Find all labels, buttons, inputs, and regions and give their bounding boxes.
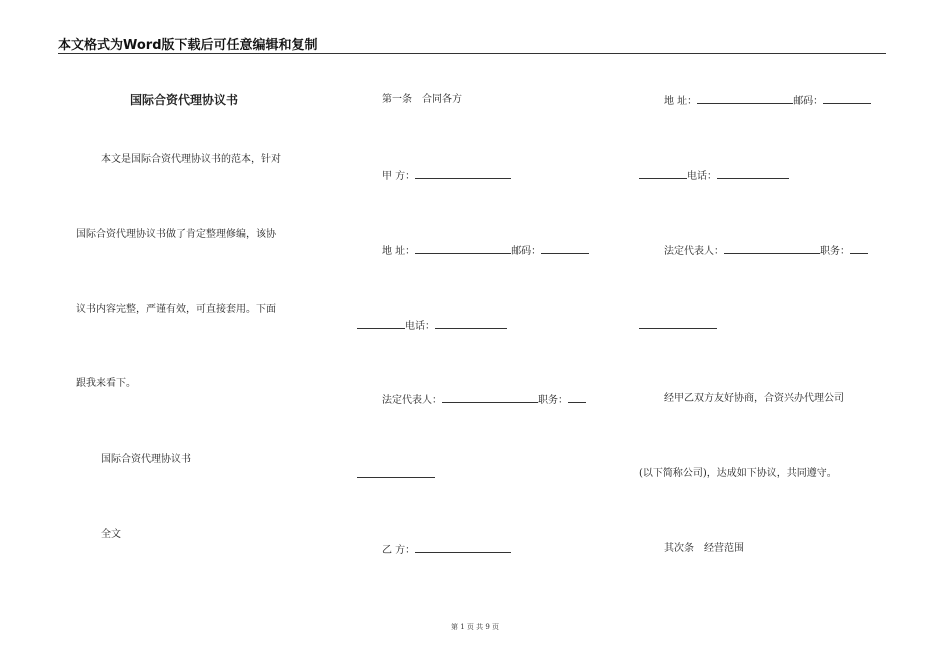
blank-line <box>639 318 717 334</box>
paragraph-line: 国际合资代理协议书 <box>101 454 191 465</box>
paragraph-line: 国际合资代理协议书做了肯定整理修编，该协 <box>76 229 276 240</box>
blank-field <box>639 168 687 179</box>
party-b-line <box>382 542 511 558</box>
paragraph-line: 议书内容完整，严谨有效，可直接套用。下面 <box>76 304 276 315</box>
address-label: 地 址： <box>382 246 416 257</box>
header-title: 本文格式为Word版下载后可任意编辑和复制 <box>58 38 318 53</box>
paragraph-line: 跟我来看下。 <box>76 378 136 389</box>
page-number: 第 1 页 共 9 页 <box>450 623 500 631</box>
blank-field <box>357 467 435 478</box>
postcode-label: 邮码： <box>511 246 542 257</box>
blank-field <box>435 318 507 329</box>
legal-rep-label: 法定代表人： <box>382 395 442 406</box>
page-header <box>58 36 886 54</box>
article-heading: 其次条 经营范围 <box>664 543 744 554</box>
blank-field <box>639 318 717 329</box>
address-line <box>382 243 589 259</box>
blank-field <box>850 243 868 254</box>
blank-field <box>415 542 511 553</box>
blank-field <box>717 168 789 179</box>
phone-line <box>639 168 789 184</box>
position-label: 职务： <box>538 395 568 406</box>
blank-field <box>823 93 871 104</box>
article-heading: 第一条 合同各方 <box>382 94 462 105</box>
paragraph-line: (以下简称公司)，达成如下协议，共同遵守。 <box>639 468 837 479</box>
paragraph-line: 全文 <box>101 529 121 540</box>
blank-field <box>415 243 511 254</box>
legal-rep-line <box>382 392 586 408</box>
address-label: 地 址： <box>664 96 698 107</box>
phone-label: 电话： <box>405 321 435 332</box>
blank-field <box>697 93 793 104</box>
blank-line <box>357 467 435 483</box>
blank-field <box>568 392 586 403</box>
legal-rep-line <box>664 243 868 259</box>
address-line <box>664 93 871 109</box>
legal-rep-label: 法定代表人： <box>664 246 724 257</box>
paragraph-line: 本文是国际合资代理协议书的范本，针对 <box>101 154 281 165</box>
blank-field <box>442 392 538 403</box>
paragraph-line: 经甲乙双方友好协商，合资兴办代理公司 <box>664 393 844 404</box>
document-title: 国际合资代理协议书 <box>130 93 239 107</box>
phone-label: 电话： <box>687 171 717 182</box>
position-label: 职务： <box>820 246 850 257</box>
blank-field <box>541 243 589 254</box>
blank-field <box>724 243 820 254</box>
party-b-label: 乙 方： <box>382 545 416 556</box>
phone-line <box>357 318 507 334</box>
blank-field <box>415 168 511 179</box>
blank-field <box>357 318 405 329</box>
postcode-label: 邮码： <box>793 96 824 107</box>
party-a-label: 甲 方： <box>382 171 416 182</box>
party-a-line <box>382 168 511 184</box>
